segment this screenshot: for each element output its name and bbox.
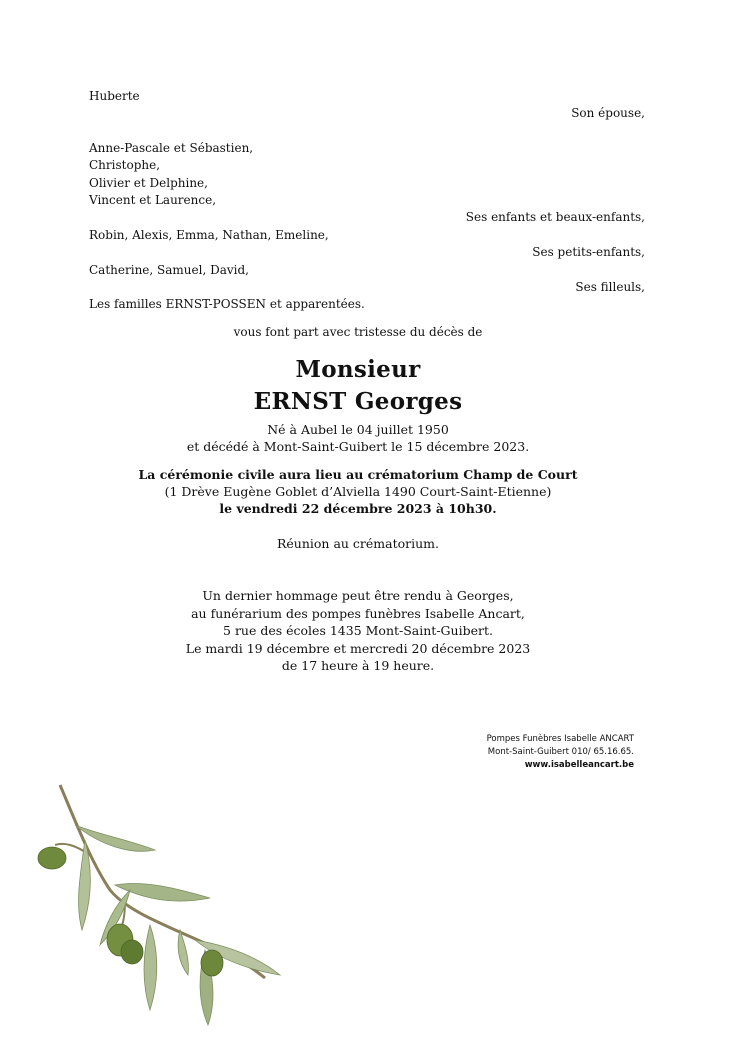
family-line: Christophe,	[89, 158, 161, 173]
olive-fruit	[201, 950, 223, 976]
family-line: Les familles ERNST-POSSEN et apparentées.	[89, 297, 365, 312]
olive-branch-illustration	[30, 780, 290, 1030]
olive-leaf	[144, 925, 157, 1010]
family-line: Olivier et Delphine,	[89, 175, 208, 190]
family-role: Ses petits-enfants,	[532, 245, 645, 260]
funeral-home-phone: Mont-Saint-Guibert 010/ 65.16.65.	[487, 747, 634, 757]
tribute-line: Un dernier hommage peut être rendu à Georges,	[202, 588, 514, 603]
deceased-name: ERNST Georges	[253, 388, 463, 415]
family-line: Huberte	[89, 89, 140, 103]
family-line: Robin, Alexis, Emma, Nathan, Emeline,	[89, 227, 329, 242]
tribute-line: de 17 heure à 19 heure.	[281, 658, 435, 673]
family-spacer	[89, 123, 645, 140]
funeral-home-website[interactable]: www.isabelleancart.be	[524, 760, 634, 770]
funeral-home-footer	[487, 733, 634, 772]
family-line: Anne-Pascale et Sébastien,	[89, 140, 254, 155]
family-role: Ses filleuls,	[575, 280, 645, 295]
ceremony-address: (1 Drève Eugène Goblet d’Alviella 1490 Court-Saint-Etienne)	[164, 484, 552, 499]
tribute-line: Le mardi 19 décembre et mercredi 20 décembre 2023	[185, 640, 531, 656]
birth-line: Né à Aubel le 04 juillet 1950	[267, 422, 449, 437]
tribute-line: au funérarium des pompes funèbres Isabelle Ancart,	[191, 605, 525, 621]
honorific: Monsieur	[295, 356, 421, 383]
olive-fruit	[121, 940, 143, 964]
family-role: Son épouse,	[571, 106, 645, 121]
ceremony-details	[120, 466, 596, 517]
life-dates	[120, 421, 596, 455]
tribute-line: 5 rue des écoles 1435 Mont-Saint-Guibert.	[223, 623, 493, 638]
family-line: Vincent et Laurence,	[89, 193, 217, 208]
deceased-title	[120, 354, 596, 418]
family-line: Catherine, Samuel, David,	[89, 262, 249, 277]
family-list	[89, 88, 645, 314]
funeral-home-name: Pompes Funèbres Isabelle ANCART	[486, 734, 634, 744]
olive-fruit	[38, 847, 66, 869]
ceremony-datetime: le vendredi 22 décembre 2023 à 10h30.	[219, 501, 497, 516]
tribute-details	[120, 587, 596, 675]
death-line: et décédé à Mont-Saint-Guibert le 15 décembre 2023.	[186, 439, 530, 454]
ceremony-line: La cérémonie civile aura lieu au crématorium Champ de Court	[138, 467, 578, 482]
branch-stem	[60, 785, 265, 978]
reunion-note: Réunion au crématorium.	[276, 536, 439, 551]
family-role: Ses enfants et beaux-enfants,	[465, 210, 645, 225]
announcement-intro: vous font part avec tristesse du décès de	[233, 325, 483, 339]
